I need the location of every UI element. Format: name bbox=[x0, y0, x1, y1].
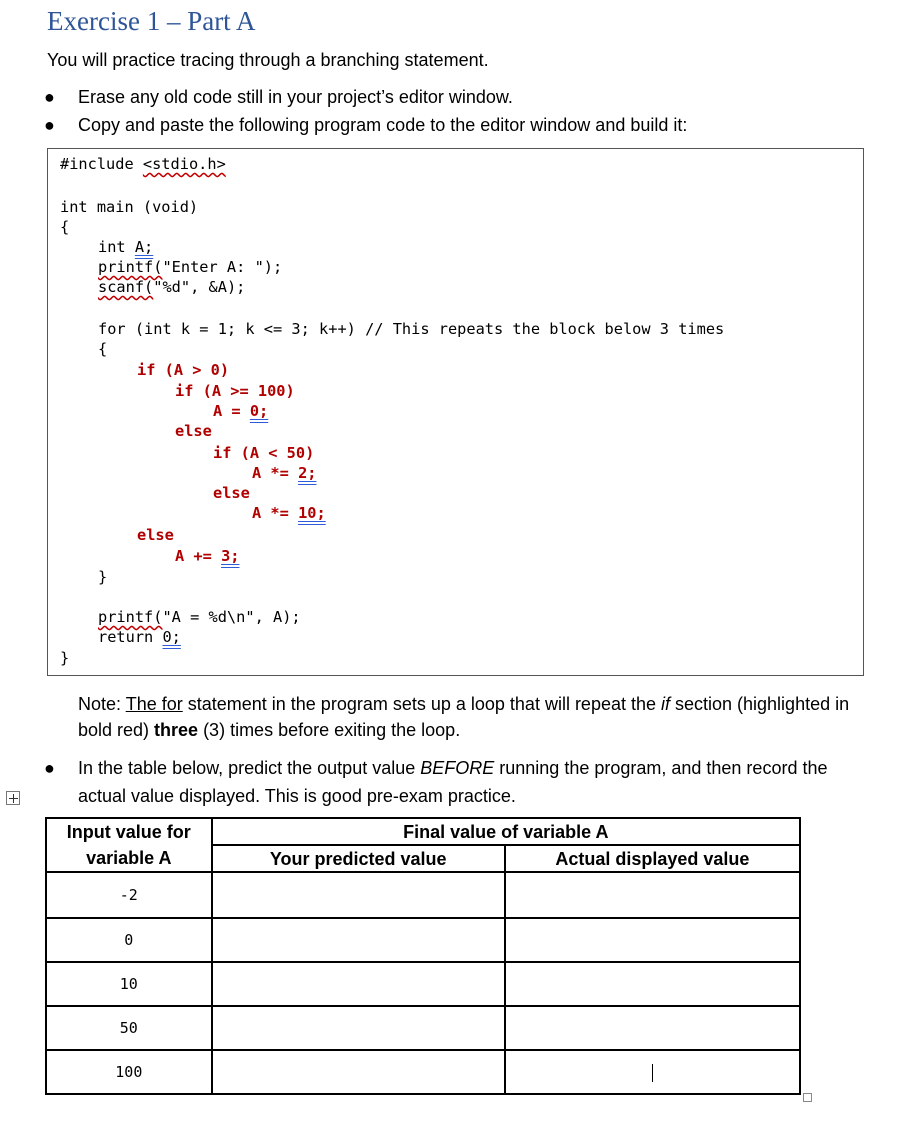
intro-text: You will practice tracing through a branching statement. bbox=[47, 50, 489, 70]
code-block[interactable] bbox=[47, 148, 864, 676]
code-line-mul10: A *= 10; bbox=[252, 504, 326, 522]
input-cell: 10 bbox=[46, 962, 212, 1006]
input-cell: 100 bbox=[46, 1050, 212, 1094]
code-line-printf2: printf("A = %d\n", A); bbox=[98, 608, 301, 626]
code-line-if2: if (A >= 100) bbox=[175, 382, 295, 400]
code-line-assign0: A = 0; bbox=[213, 402, 269, 420]
header-input-value: Input value for variable A bbox=[46, 818, 212, 872]
exercise-heading: Exercise 1 – Part A bbox=[47, 6, 256, 36]
text-cursor bbox=[652, 1064, 653, 1082]
actual-cell[interactable] bbox=[505, 1050, 800, 1094]
code-line-return: return 0; bbox=[98, 628, 181, 646]
header-predicted: Your predicted value bbox=[212, 845, 505, 872]
header-final-value: Final value of variable A bbox=[212, 818, 800, 845]
code-line-else1: else bbox=[175, 422, 212, 440]
loop-note: Note: The for statement in the program sets up a loop that will repeat the if section (highlighted in bold red) three (3) times before exiting the loop. bbox=[78, 694, 850, 740]
bullet-dot-icon: ● bbox=[44, 87, 55, 107]
code-line-main: int main (void) bbox=[60, 198, 199, 216]
code-line-close-brace: } bbox=[60, 649, 70, 667]
header-actual: Actual displayed value bbox=[505, 845, 800, 872]
code-line-add3: A += 3; bbox=[175, 547, 240, 565]
table-row bbox=[46, 1006, 800, 1050]
code-line-open-brace: { bbox=[60, 218, 70, 236]
predicted-cell[interactable] bbox=[212, 962, 505, 1006]
predicted-cell[interactable] bbox=[212, 1050, 505, 1094]
actual-cell[interactable] bbox=[505, 918, 800, 962]
code-line-for: for (int k = 1; k <= 3; k++) // This repeats the block below 3 times bbox=[98, 320, 725, 338]
table-row bbox=[46, 918, 800, 962]
bullet-text: Copy and paste the following program code to the editor window and build it: bbox=[78, 115, 688, 135]
table-resize-handle-icon[interactable] bbox=[803, 1093, 812, 1102]
code-line-scanf: scanf("%d", &A); bbox=[98, 278, 246, 296]
predicted-cell[interactable] bbox=[212, 918, 505, 962]
table-row bbox=[46, 872, 800, 918]
actual-cell[interactable] bbox=[505, 1006, 800, 1050]
bullet-text: Erase any old code still in your project’s editor window. bbox=[78, 87, 513, 107]
bullet-text: In the table below, predict the output value BEFORE running the program, and then record the actual value displayed. This is good pre-exam practice. bbox=[78, 758, 828, 806]
code-line-include: #include <stdio.h> bbox=[60, 155, 226, 173]
table-move-handle-icon[interactable] bbox=[6, 791, 20, 805]
bullet-dot-icon: ● bbox=[44, 115, 55, 135]
code-line-else2: else bbox=[213, 484, 250, 502]
code-line-for-close: } bbox=[98, 568, 108, 586]
input-cell: -2 bbox=[46, 872, 212, 918]
actual-cell[interactable] bbox=[505, 872, 800, 918]
code-line-decl: int A; bbox=[98, 238, 154, 256]
code-line-if1: if (A > 0) bbox=[137, 361, 230, 379]
code-line-for-open: { bbox=[98, 340, 108, 358]
results-table bbox=[45, 817, 801, 1095]
input-cell: 50 bbox=[46, 1006, 212, 1050]
table-row bbox=[46, 962, 800, 1006]
table-row bbox=[46, 1050, 800, 1094]
predicted-cell[interactable] bbox=[212, 872, 505, 918]
actual-cell[interactable] bbox=[505, 962, 800, 1006]
code-line-printf: printf("Enter A: "); bbox=[98, 258, 283, 276]
predicted-cell[interactable] bbox=[212, 1006, 505, 1050]
code-line-else3: else bbox=[137, 526, 174, 544]
bullet-dot-icon: ● bbox=[44, 758, 55, 778]
code-line-if3: if (A < 50) bbox=[213, 444, 315, 462]
code-line-mul2: A *= 2; bbox=[252, 464, 317, 482]
input-cell: 0 bbox=[46, 918, 212, 962]
